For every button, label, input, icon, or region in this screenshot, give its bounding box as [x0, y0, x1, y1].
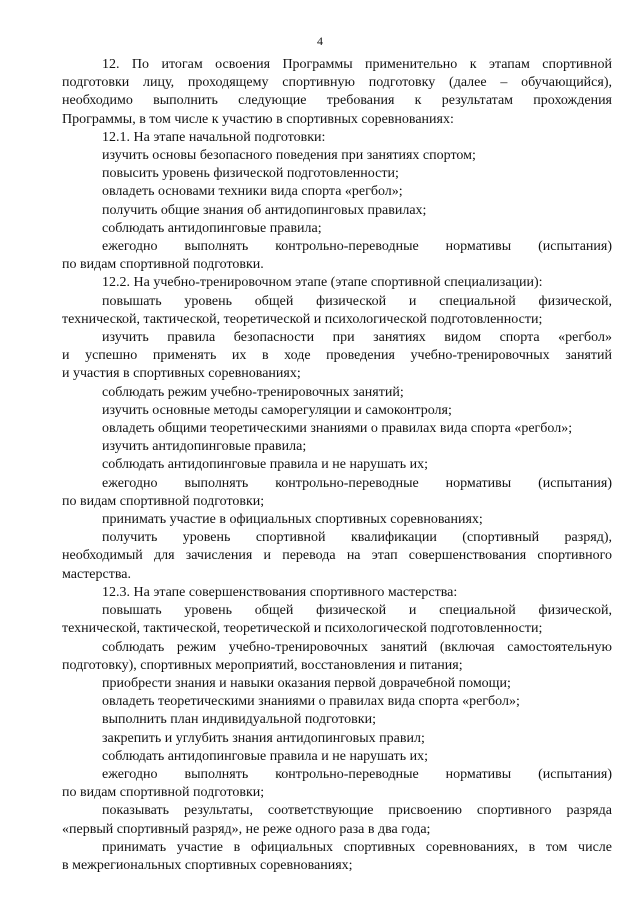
section-heading-12-2: 12.2. На учебно-тренировочном этапе (этапе спортивной специализации):: [102, 275, 543, 291]
list-item: ежегодно выполнять контрольно-переводные нормативы (испытания): [102, 475, 612, 491]
list-item: приобрести знания и навыки оказания первой доврачебной помощи;: [102, 675, 511, 691]
list-item: выполнить план индивидуальной подготовки;: [102, 712, 376, 728]
list-item: соблюдать антидопинговые правила и не нарушать их;: [102, 748, 428, 764]
list-item: закрепить и углубить знания антидопинговых правил;: [102, 730, 425, 746]
list-item: ежегодно выполнять контрольно-переводные нормативы (испытания): [102, 239, 612, 255]
list-item: ежегодно выполнять контрольно-переводные нормативы (испытания): [102, 766, 612, 782]
list-item: овладеть теоретическими знаниями о правилах вида спорта «регбол»;: [102, 694, 520, 710]
list-item: получить уровень спортивной квалификации (спортивный разряд),: [102, 530, 612, 546]
list-item-continuation: и участия в спортивных соревнованиях;: [62, 366, 301, 382]
list-item-continuation: технической, тактической, теоретической и психологической подготовленности;: [62, 621, 543, 637]
list-item-continuation: по видам спортивной подготовки;: [62, 785, 265, 801]
list-item: показывать результаты, соответствующие присвоению спортивного разряда: [102, 803, 612, 819]
list-item-continuation: «первый спортивный разряд», не реже одного раза в два года;: [62, 821, 431, 837]
list-item-continuation: и успешно применять их в ходе проведения учебно-тренировочных занятий: [62, 348, 612, 364]
list-item: изучить основные методы саморегуляции и самоконтроля;: [102, 402, 452, 418]
list-item: овладеть общими теоретическими знаниями о правилах вида спорта «регбол»;: [102, 421, 573, 437]
list-item: изучить антидопинговые правила;: [102, 439, 307, 455]
list-item-continuation: в межрегиональных спортивных соревнованиях;: [62, 857, 353, 873]
list-item-continuation: по видам спортивной подготовки;: [62, 493, 265, 509]
page-number: 4: [317, 34, 323, 48]
list-item-continuation: необходимый для зачисления и перевода на этап совершенствования спортивного: [62, 548, 612, 564]
list-item: соблюдать режим учебно-тренировочных занятий (включая самостоятельную: [102, 639, 612, 655]
list-item-continuation: технической, тактической, теоретической и психологической подготовленности;: [62, 311, 543, 327]
list-item: соблюдать режим учебно-тренировочных занятий;: [102, 384, 404, 400]
list-item: изучить правила безопасности при занятиях видом спорта «регбол»: [102, 330, 612, 346]
paragraph-line: Программы, в том числе к участию в спортивных соревнованиях:: [62, 111, 454, 127]
paragraph-line: необходимо выполнить следующие требования к результатам прохождения: [62, 93, 612, 109]
list-item: овладеть основами техники вида спорта «регбол»;: [102, 184, 403, 200]
list-item: изучить основы безопасного поведения при занятиях спортом;: [102, 148, 476, 164]
list-item: получить общие знания об антидопинговых правилах;: [102, 202, 427, 218]
list-item: повысить уровень физической подготовленности;: [102, 166, 399, 182]
list-item-continuation: по видам спортивной подготовки.: [62, 257, 264, 273]
document-body: [62, 56, 612, 875]
list-item-continuation: подготовку), спортивных мероприятий, восстановления и питания;: [62, 657, 463, 673]
list-item: соблюдать антидопинговые правила;: [102, 220, 322, 236]
list-item: повышать уровень общей физической и специальной физической,: [102, 603, 612, 619]
section-heading-12-1: 12.1. На этапе начальной подготовки:: [102, 129, 326, 145]
paragraph-line: подготовки лицу, проходящему спортивную подготовку (далее – обучающийся),: [62, 75, 612, 91]
list-item: повышать уровень общей физической и специальной физической,: [102, 293, 612, 309]
list-item-continuation: мастерства.: [62, 566, 131, 582]
section-heading-12-3: 12.3. На этапе совершенствования спортивного мастерства:: [102, 584, 458, 600]
paragraph-line: 12. По итогам освоения Программы применительно к этапам спортивной: [102, 57, 612, 72]
list-item: принимать участие в официальных спортивных соревнованиях;: [102, 512, 483, 528]
list-item: принимать участие в официальных спортивных соревнованиях, в том числе: [102, 839, 612, 855]
list-item: соблюдать антидопинговые правила и не нарушать их;: [102, 457, 428, 473]
